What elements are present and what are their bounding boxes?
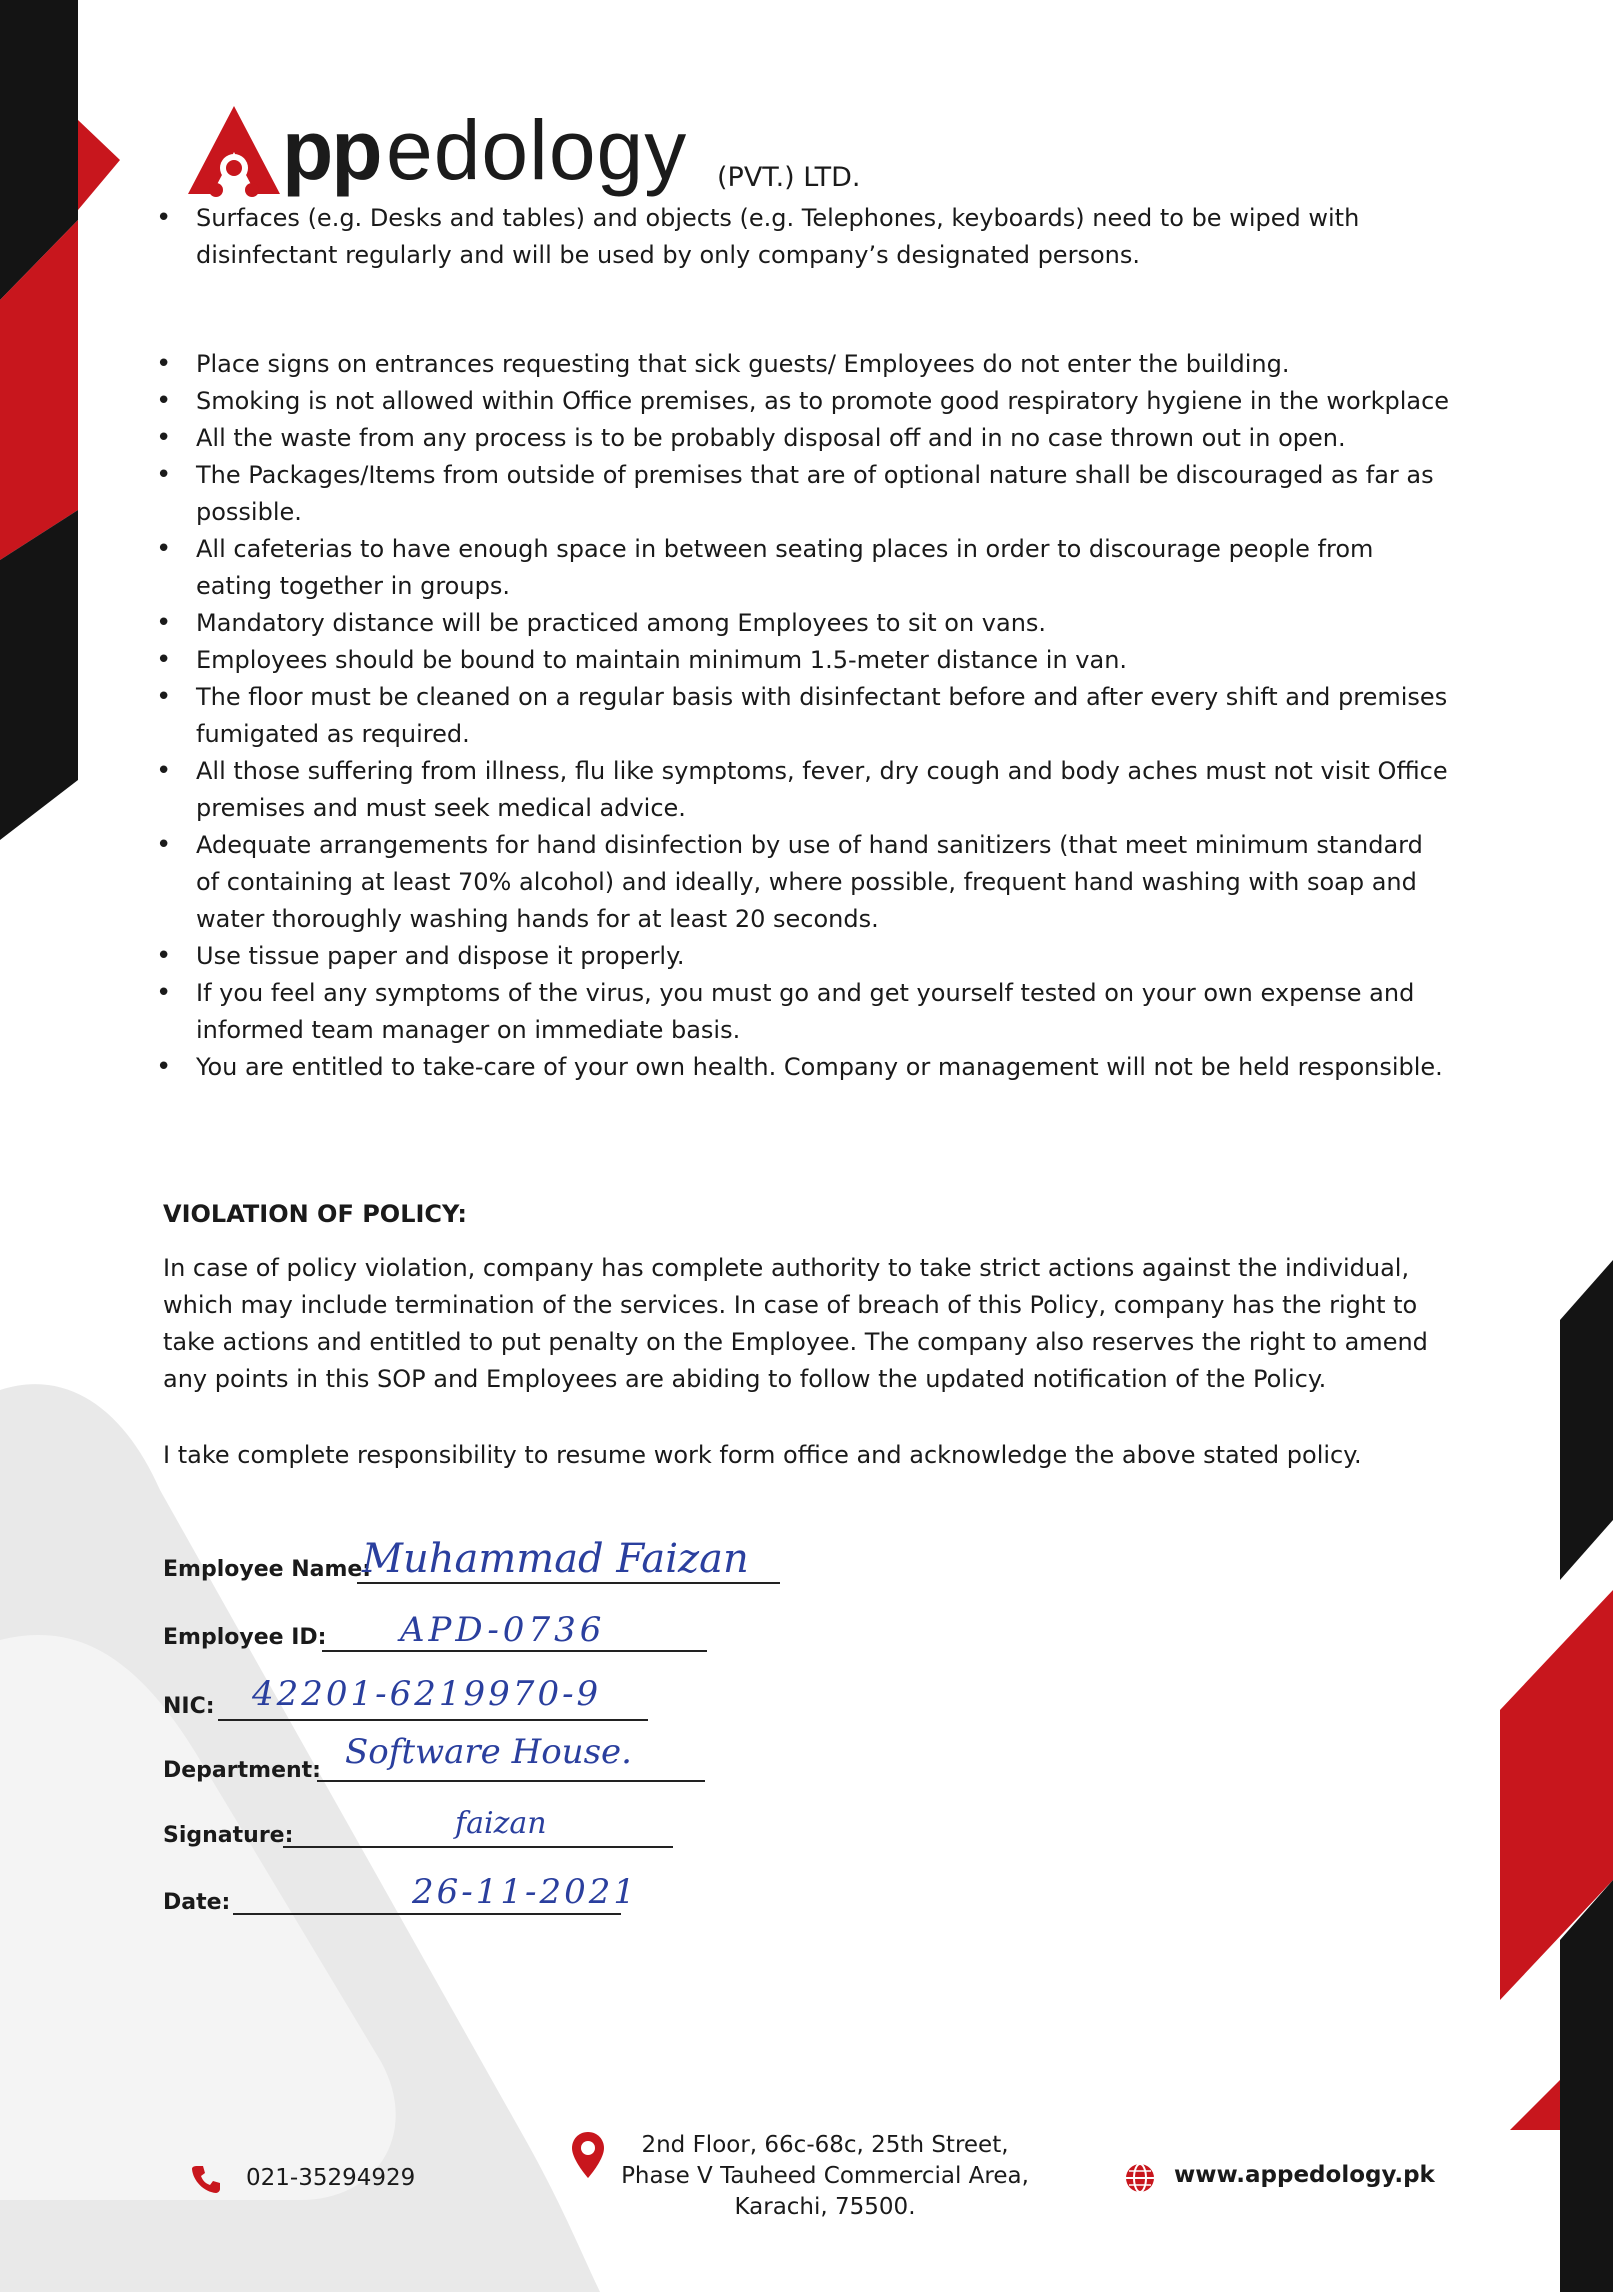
violation-heading: VIOLATION OF POLICY: <box>163 1200 467 1228</box>
employee-id-line <box>322 1650 707 1652</box>
list-item: • Adequate arrangements for hand disinfection by use of hand sanitizers (that meet minimum standard of containing at least 70% alcohol) and ideally, where possible, frequent hand washing with soap and water thoroughly washing hands for at least 20 seconds. <box>150 827 1450 938</box>
list-item: • The floor must be cleaned on a regular basis with disinfectant before and after every shift and premises fumigated as required. <box>150 679 1450 753</box>
employee-id-label: Employee ID: <box>163 1625 327 1650</box>
department-line <box>317 1780 705 1782</box>
nic-line <box>218 1719 648 1721</box>
employee-id-handwritten: APD-0736 <box>400 1610 606 1650</box>
left-red-triangle <box>78 120 120 210</box>
list-item: • Place signs on entrances requesting that sick guests/ Employees do not enter the building. <box>150 346 1450 383</box>
nic-field <box>163 1694 215 1719</box>
employee-id-field <box>163 1625 326 1650</box>
address-line-1: 2nd Floor, 66c-68c, 25th Street, <box>641 2132 1009 2158</box>
employee-name-line <box>357 1582 780 1584</box>
address-line-2: Phase V Tauheed Commercial Area, <box>621 2163 1029 2189</box>
footer-address <box>560 2130 1090 2223</box>
right-red-triangle <box>1510 2080 1560 2130</box>
date-handwritten: 26-11-2021 <box>412 1872 639 1912</box>
nic-handwritten: 42201-6219970-9 <box>252 1674 602 1714</box>
list-item: • If you feel any symptoms of the virus, you must go and get yourself tested on your own expense and informed team manager on immediate basis. <box>150 975 1450 1049</box>
list-item: • Smoking is not allowed within Office premises, as to promote good respiratory hygiene in the workplace <box>150 383 1450 420</box>
list-item: • Employees should be bound to maintain minimum 1.5-meter distance in van. <box>150 642 1450 679</box>
website-link[interactable]: www.appedology.pk <box>1174 2162 1435 2188</box>
list-item: • The Packages/Items from outside of premises that are of optional nature shall be discouraged as far as possible. <box>150 457 1450 531</box>
date-field <box>163 1890 230 1915</box>
logo-mark-icon <box>186 102 282 200</box>
list-item: • All cafeterias to have enough space in between seating places in order to discourage people from eating together in groups. <box>150 531 1450 605</box>
phone-number: 021-35294929 <box>246 2165 416 2191</box>
list-item: • Use tissue paper and dispose it properly. <box>150 938 1450 975</box>
logo-suffix: (PVT.) LTD. <box>717 162 861 193</box>
signature-handwritten: faizan <box>455 1806 547 1841</box>
department-handwritten: Software House. <box>345 1732 632 1772</box>
globe-icon <box>1124 2162 1156 2194</box>
address-line-3: Karachi, 75500. <box>734 2194 916 2220</box>
right-black-band <box>1560 1260 1613 1580</box>
date-line <box>233 1913 621 1915</box>
signature-line <box>283 1846 673 1848</box>
signature-field <box>163 1823 293 1848</box>
phone-icon <box>190 2163 222 2195</box>
list-item: • Mandatory distance will be practiced among Employees to sit on vans. <box>150 605 1450 642</box>
left-black-band-lower <box>0 510 78 840</box>
employee-name-field <box>163 1557 371 1582</box>
nic-label: NIC: <box>163 1694 215 1719</box>
list-item: • All those suffering from illness, flu like symptoms, fever, dry cough and body aches must not visit Office premises and must seek medical advice. <box>150 753 1450 827</box>
logo-text-bold: pp <box>282 103 381 197</box>
list-item: • All the waste from any process is to be probably disposal off and in no case thrown out in open. <box>150 420 1450 457</box>
signature-label: Signature: <box>163 1823 294 1848</box>
department-field <box>163 1758 321 1783</box>
employee-name-handwritten: Muhammad Faizan <box>362 1536 749 1582</box>
employee-name-label: Employee Name: <box>163 1557 372 1582</box>
logo-text-light: edology <box>386 103 688 197</box>
acknowledgement-text: I take complete responsibility to resume work form office and acknowledge the above stated policy. <box>163 1441 1362 1469</box>
policy-bullet-list <box>150 200 1450 1086</box>
list-item: • You are entitled to take-care of your own health. Company or management will not be held responsible. <box>150 1049 1450 1086</box>
violation-paragraph: In case of policy violation, company has complete authority to take strict actions against the individual, which may include termination of the services. In case of breach of this Policy, company has the right to take actions and entitled to put penalty on the Employee. The company also reserves the right to amend any points in this SOP and Employees are abiding to follow the updated notification of the Policy. <box>163 1254 1428 1393</box>
list-item: • Surfaces (e.g. Desks and tables) and objects (e.g. Telephones, keyboards) need to be wiped with disinfectant regularly and will be used by only company’s designated persons. <box>150 200 1450 274</box>
department-label: Department: <box>163 1758 321 1783</box>
right-black-band-lower <box>1560 1880 1613 2292</box>
date-label: Date: <box>163 1890 231 1915</box>
